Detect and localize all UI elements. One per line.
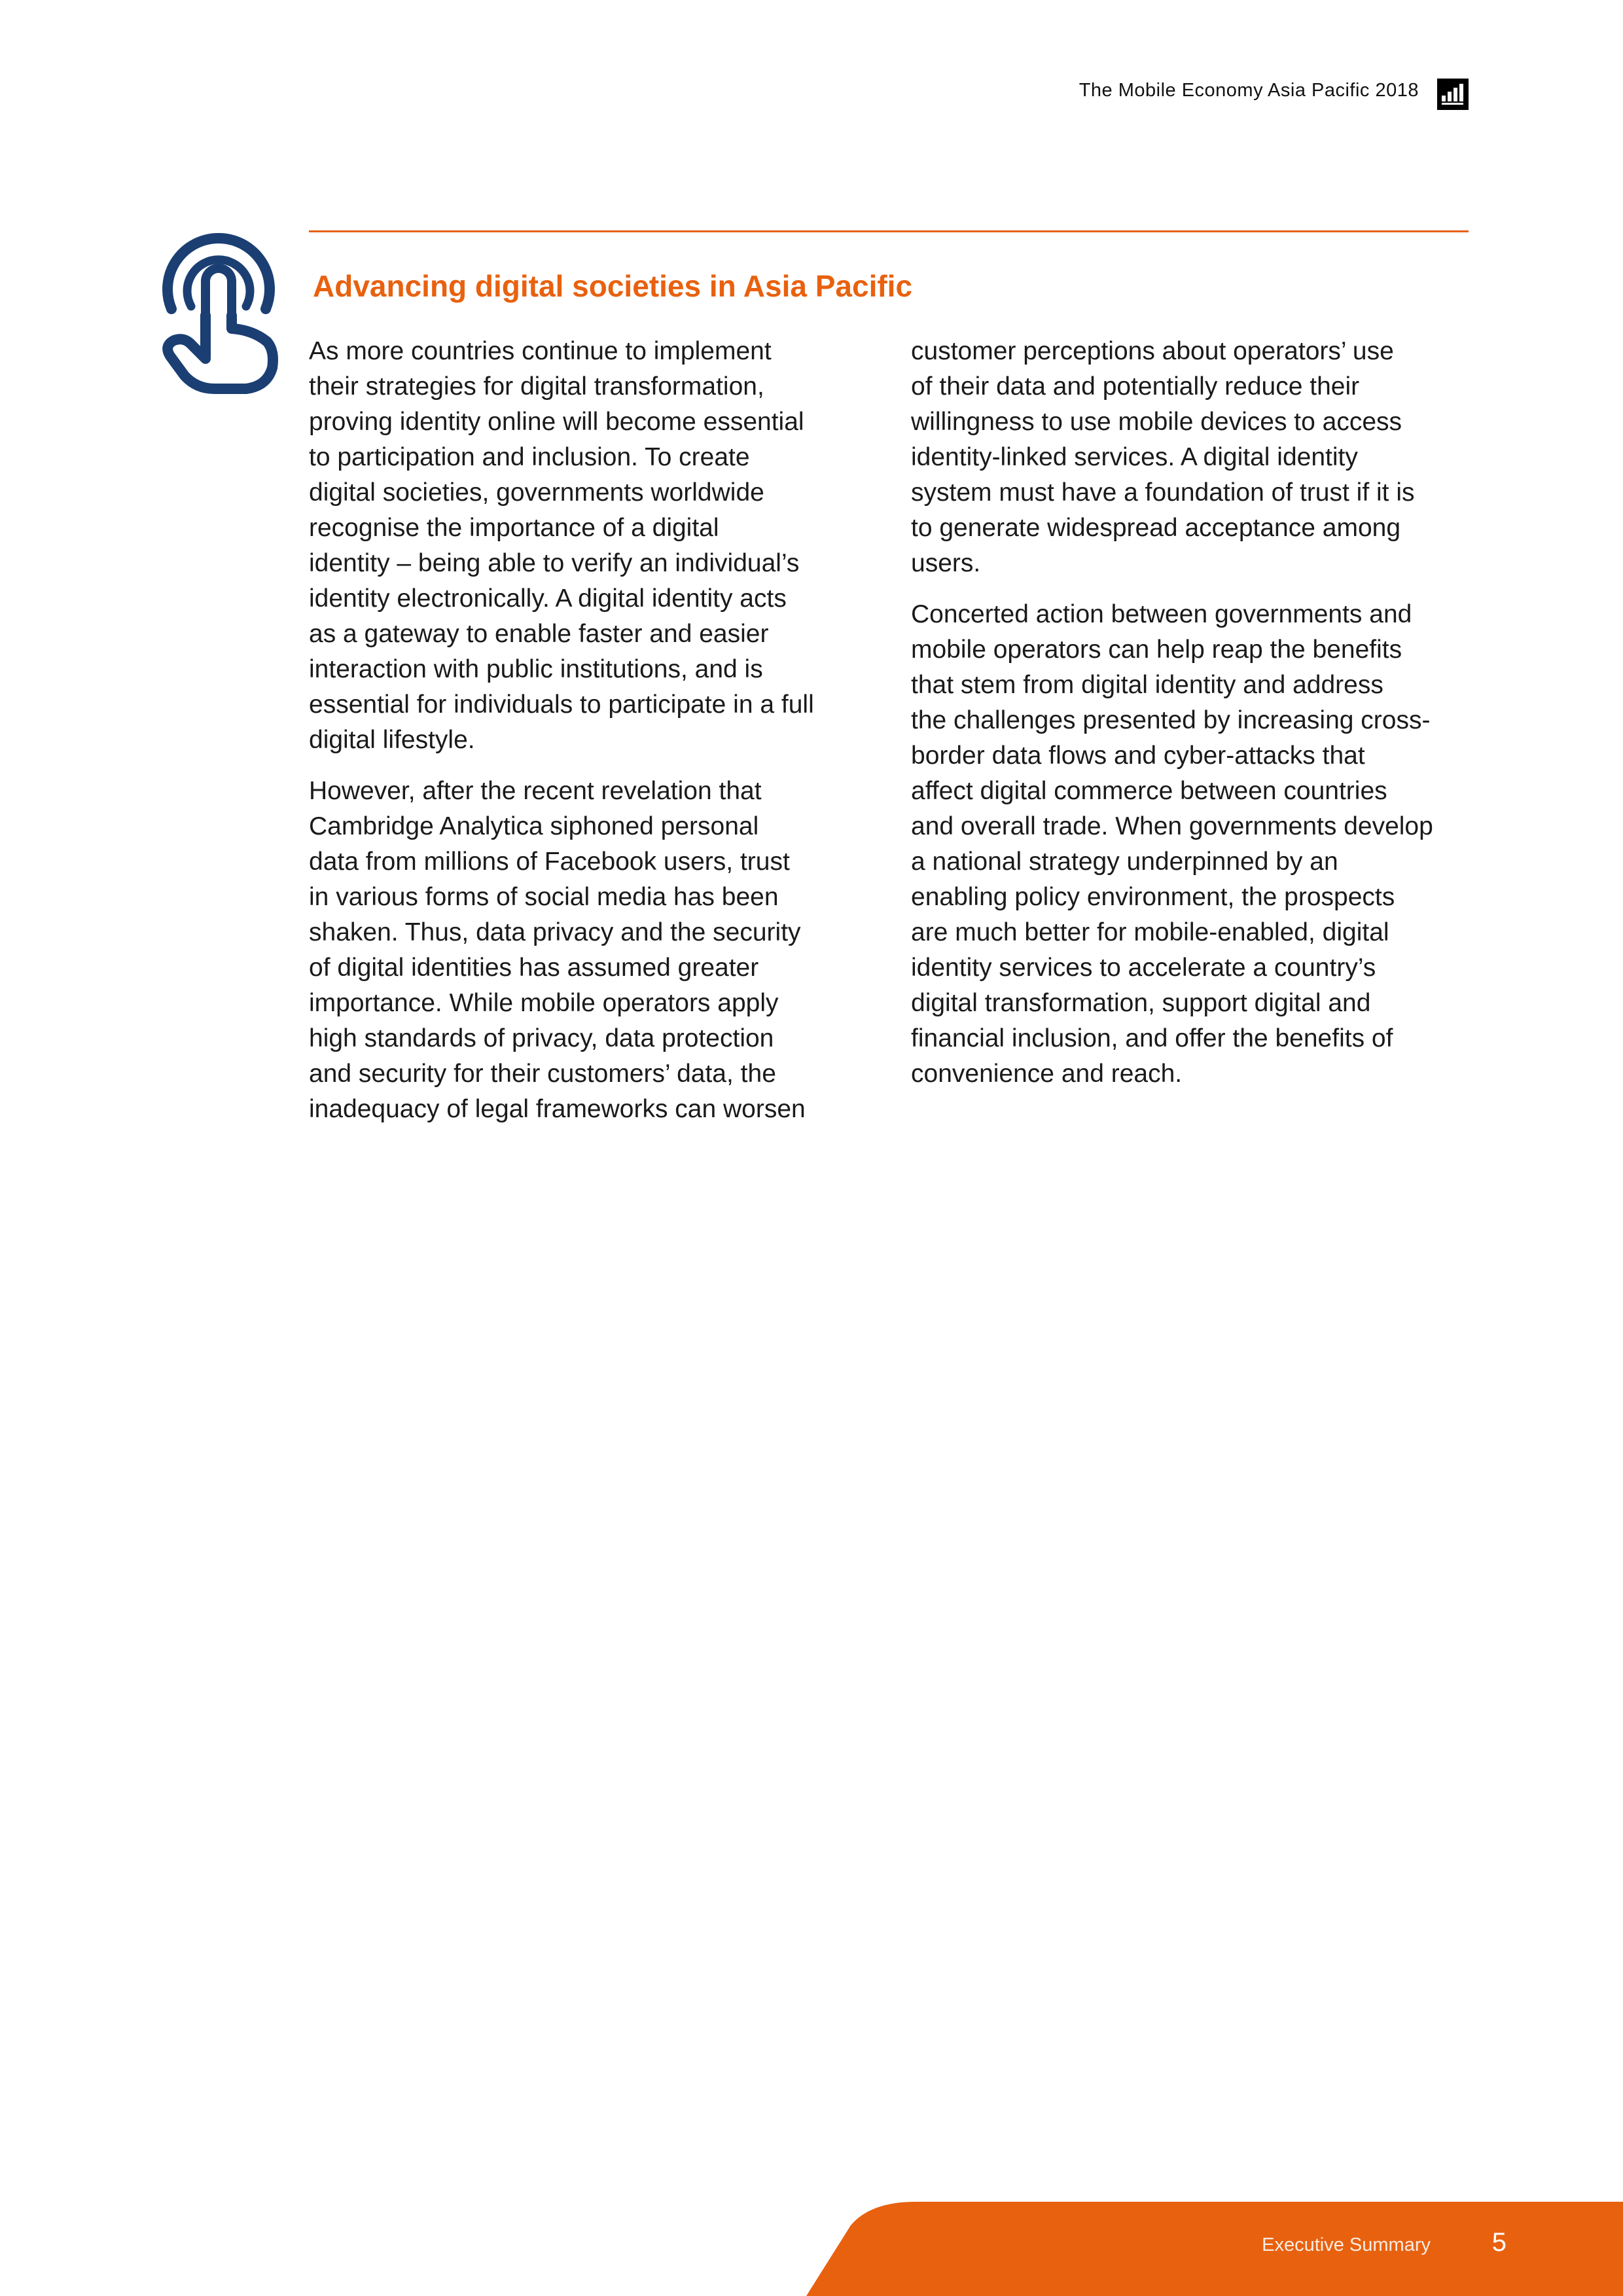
text-line: Cambridge Analytica siphoned personal [309, 812, 759, 840]
text-line: As more countries continue to implement [309, 337, 772, 365]
section-heading: Advancing digital societies in Asia Pacific [313, 269, 913, 303]
text-line: shaken. Thus, data privacy and the security [309, 918, 801, 946]
text-line: in various forms of social media has been [309, 883, 779, 911]
text-line: interaction with public institutions, and is [309, 655, 763, 683]
text-line: of their data and potentially reduce their [911, 372, 1360, 401]
right-column [911, 334, 1474, 1107]
text-line: digital societies, governments worldwide [309, 478, 764, 507]
text-line: of digital identities has assumed greater [309, 954, 759, 982]
text-line: and overall trade. When governments develop [911, 812, 1433, 840]
text-line: financial inclusion, and offer the benefits of [911, 1024, 1393, 1052]
text-line: users. [911, 549, 981, 577]
paragraph [309, 774, 859, 1127]
gsma-logo-icon [1437, 79, 1469, 110]
header-title: The Mobile Economy Asia Pacific 2018 [1079, 80, 1419, 101]
left-column [309, 334, 859, 1143]
text-line: recognise the importance of a digital [309, 514, 719, 542]
text-line: identity – being able to verify an individual’s [309, 549, 800, 577]
text-line: data from millions of Facebook users, trust [309, 848, 790, 876]
text-line: as a gateway to enable faster and easier [309, 620, 769, 648]
text-line: identity services to accelerate a country’s [911, 954, 1376, 982]
text-line: identity-linked services. A digital identity [911, 443, 1358, 471]
text-line: high standards of privacy, data protection [309, 1024, 774, 1052]
text-line: convenience and reach. [911, 1060, 1183, 1088]
paragraph [911, 334, 1474, 581]
text-line: importance. While mobile operators apply [309, 989, 779, 1017]
text-line: inadequacy of legal frameworks can worsen [309, 1095, 806, 1123]
text-line: and security for their customers’ data, the [309, 1060, 776, 1088]
text-line: mobile operators can help reap the benefits [911, 636, 1402, 664]
hand-pointer-touch-icon [154, 217, 283, 395]
footer-section-label: Executive Summary [1262, 2234, 1431, 2255]
text-line: the challenges presented by increasing cross- [911, 706, 1431, 734]
paragraph [309, 334, 859, 758]
text-line: affect digital commerce between countries [911, 777, 1387, 805]
text-line: border data flows and cyber-attacks that [911, 742, 1365, 770]
text-line: system must have a foundation of trust if it is [911, 478, 1415, 507]
text-line: However, after the recent revelation that [309, 777, 762, 805]
text-line: proving identity online will become essential [309, 408, 804, 436]
text-line: enabling policy environment, the prospects [911, 883, 1395, 911]
text-line: to generate widespread acceptance among [911, 514, 1401, 542]
text-line: digital transformation, support digital and [911, 989, 1371, 1017]
paragraph [911, 597, 1474, 1092]
text-line: are much better for mobile-enabled, digital [911, 918, 1389, 946]
text-line: their strategies for digital transformation, [309, 372, 764, 401]
text-line: a national strategy underpinned by an [911, 848, 1338, 876]
text-line: identity electronically. A digital identity acts [309, 584, 787, 613]
text-line: customer perceptions about operators’ use [911, 337, 1394, 365]
text-line: to participation and inclusion. To create [309, 443, 750, 471]
page-number: 5 [1491, 2228, 1507, 2257]
text-line: essential for individuals to participate in a full [309, 691, 814, 719]
text-line: digital lifestyle. [309, 726, 475, 754]
text-line: willingness to use mobile devices to access [911, 408, 1402, 436]
text-line: Concerted action between governments and [911, 600, 1412, 628]
section-divider [309, 230, 1469, 232]
text-line: that stem from digital identity and address [911, 671, 1383, 699]
